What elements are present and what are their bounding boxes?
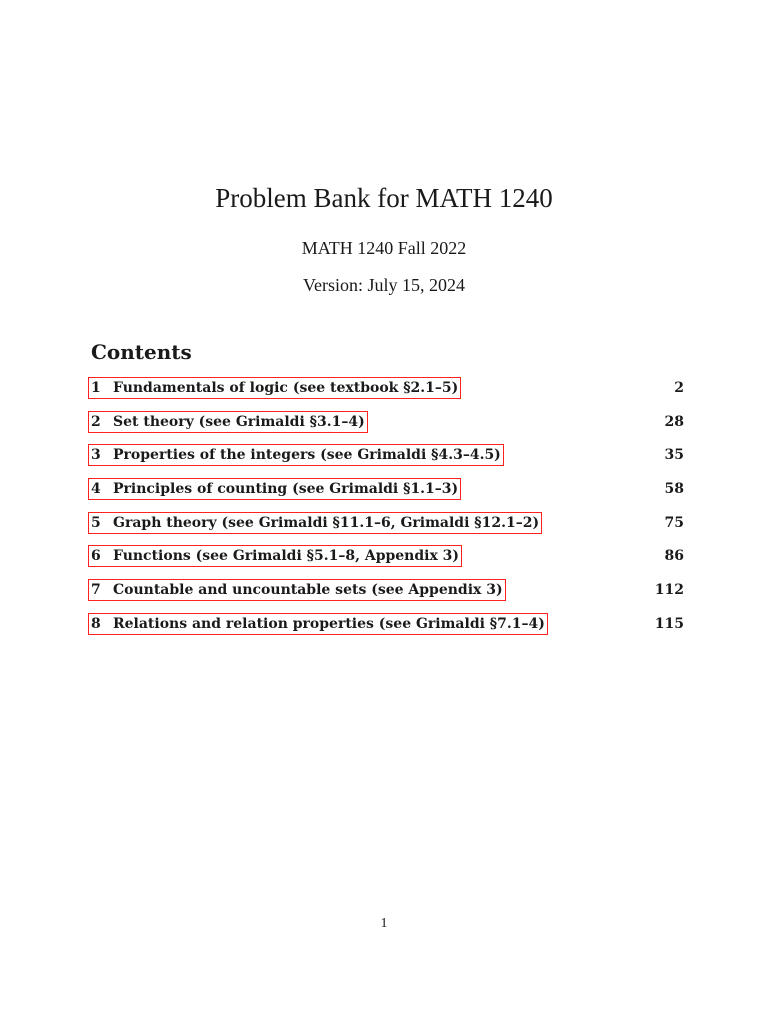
toc-page-number: 86	[664, 548, 684, 565]
toc-label: Relations and relation properties (see Grimaldi §7.1–4)	[113, 615, 545, 632]
toc-number: 8	[91, 615, 101, 632]
document-version: Version: July 15, 2024	[303, 275, 465, 295]
toc-link-2[interactable]	[88, 411, 368, 433]
toc-page-number: 28	[664, 413, 684, 430]
toc-number: 2	[91, 413, 101, 430]
toc-label: Fundamentals of logic (see textbook §2.1–5)	[113, 380, 459, 396]
toc-row	[88, 377, 684, 411]
toc-link-3[interactable]	[88, 444, 504, 466]
document-title: Problem Bank for MATH 1240	[215, 183, 553, 213]
toc-row	[88, 478, 684, 512]
document-subtitle: MATH 1240 Fall 2022	[301, 238, 467, 258]
toc-link-5[interactable]	[88, 512, 542, 534]
toc-number: 5	[91, 514, 101, 531]
toc-label: Properties of the integers (see Grimaldi §4.3–4.5)	[113, 447, 501, 464]
toc-link-6[interactable]	[88, 545, 462, 567]
toc-label: Countable and uncountable sets (see Appendix 3)	[113, 582, 503, 599]
toc-page-number: 58	[664, 481, 684, 498]
toc-label: Graph theory (see Grimaldi §11.1–6, Grimaldi §12.1–2)	[113, 514, 540, 531]
toc-page-number: 112	[654, 582, 684, 599]
toc-row	[88, 444, 684, 478]
toc-row	[88, 512, 684, 546]
toc-row	[88, 613, 684, 647]
toc-number: 4	[91, 481, 101, 498]
toc-page-number: 75	[664, 514, 684, 531]
toc-number: 7	[91, 582, 101, 599]
toc-row	[88, 579, 684, 613]
toc-link-7[interactable]	[88, 579, 506, 601]
toc-page-number: 2	[674, 380, 684, 396]
toc-number: 1	[91, 380, 101, 396]
contents-heading: Contents	[91, 340, 192, 364]
toc-label: Set theory (see Grimaldi §3.1–4)	[113, 413, 365, 430]
toc-number: 3	[91, 447, 101, 464]
toc-page-number: 115	[654, 615, 684, 632]
toc-link-1[interactable]	[88, 377, 461, 399]
toc-label: Principles of counting (see Grimaldi §1.1–3)	[113, 481, 459, 498]
toc-number: 6	[91, 548, 101, 565]
toc-label: Functions (see Grimaldi §5.1–8, Appendix 3)	[113, 548, 460, 565]
toc-row	[88, 411, 684, 445]
toc-page-number: 35	[664, 447, 684, 464]
table-of-contents	[88, 377, 684, 647]
toc-row	[88, 545, 684, 579]
page-number: 1	[380, 916, 388, 931]
toc-link-4[interactable]	[88, 478, 461, 500]
toc-link-8[interactable]	[88, 613, 548, 635]
